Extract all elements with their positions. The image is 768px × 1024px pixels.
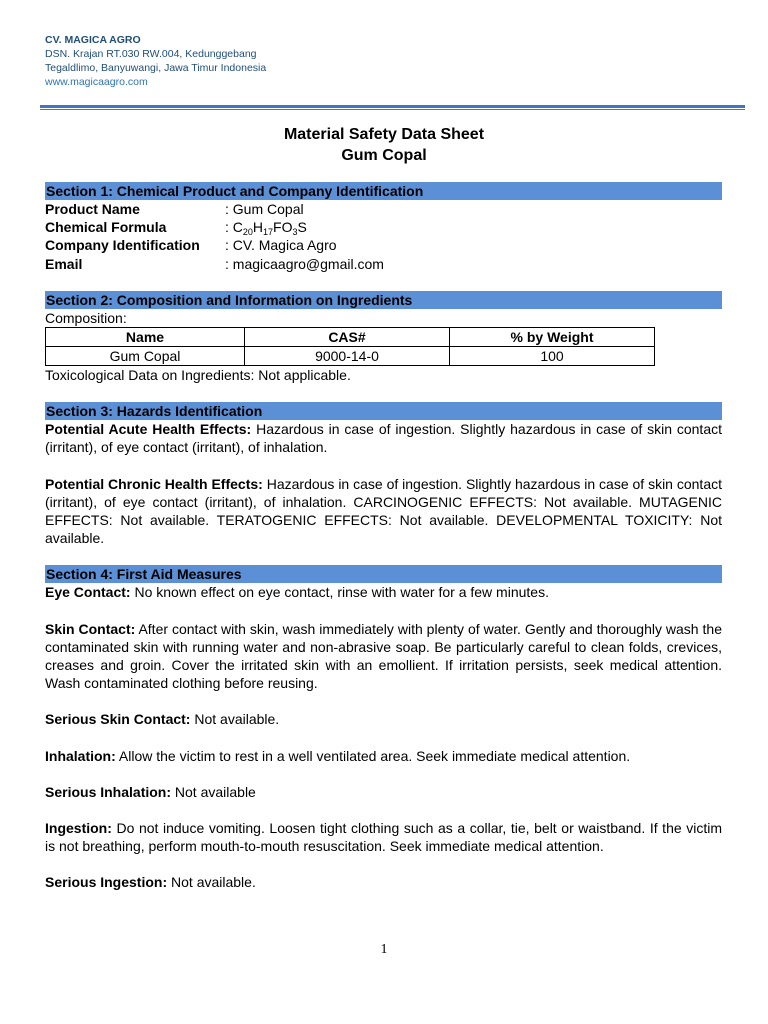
product-name-row [45,200,722,218]
address-line-2: Tegaldlimo, Banyuwangi, Jawa Timur Indonesia [45,62,267,74]
address-line-1: DSN. Krajan RT.030 RW.004, Kedunggebang [45,48,257,60]
website-link[interactable]: www.magicaagro.com [45,76,148,88]
email-value: : magicaagro@gmail.com [225,255,384,272]
header-rule-thin [40,109,745,110]
company-id-row [45,236,722,254]
composition-table [45,327,655,366]
section-2-heading: Section 2: Composition and Information on Ingredients [45,291,722,309]
inhalation-text: Allow the victim to rest in a well ventilated area. Seek immediate medical attention. [115,747,631,764]
chemical-formula-label: Chemical Formula [45,219,167,236]
email-label: Email [45,255,83,272]
serious-ingestion-label: Serious Ingestion: [45,874,168,891]
serious-skin-text: Not available. [190,711,280,728]
company-id-label: Company Identification [45,237,200,254]
serious-ingestion-text: Not available. [167,874,256,891]
email-row [45,255,722,273]
serious-skin-paragraph [45,710,722,728]
col-header-weight: % by Weight [450,327,655,346]
skin-contact-label: Skin Contact: [45,620,136,637]
tox-note: Toxicological Data on Ingredients: Not applicable. [45,366,351,383]
section-1-heading: Section 1: Chemical Product and Company Identification [45,182,722,200]
cell-name: Gum Copal [46,346,245,365]
chronic-effects-text: Hazardous in case of ingestion. Slightly hazardous in case of skin contact (irritant), of eye contact (irritant), of inhalation. CARCINOGENIC EFFECTS: Not available. MUTAGENIC EFFECTS: Not available. TERATOGENIC EFFECTS: Not available. DEVELOPMENTAL TOXICITY: Not available. [45,475,722,547]
product-name-label: Product Name [45,201,140,217]
header-rule-thick [40,105,745,108]
eye-contact-paragraph [45,583,722,601]
inhalation-paragraph [45,747,722,765]
serious-inhalation-paragraph [45,783,722,801]
chronic-effects-label: Potential Chronic Health Effects: [45,475,263,492]
serious-inhalation-label: Serious Inhalation: [45,783,172,800]
table-header-row [46,327,655,346]
document-body [45,182,722,892]
title-line-1: Material Safety Data Sheet [283,126,485,143]
col-header-name: Name [46,327,245,346]
company-id-value: : CV. Magica Agro [225,237,337,254]
section-3-heading: Section 3: Hazards Identification [45,402,722,420]
chemical-formula-value: : $C_{20}H_{17}FO_3S$ [225,219,307,238]
eye-contact-text: No known effect on eye contact, rinse with water for a few minutes. [130,584,549,601]
ingestion-paragraph [45,819,722,855]
eye-contact-label: Eye Contact: [45,584,131,601]
chemical-formula-row [45,218,722,236]
table-row [46,346,655,365]
skin-contact-text: After contact with skin, wash immediately with plenty of water. Gently and thoroughly wash the contaminated skin with running water and non-abrasive soap. Be particularly careful to clean folds, crevices, creases and groin. Cover the irritated skin with an emollient. If irritation persists, seek medical attention. Wash contaminated clothing before reusing. [45,620,722,692]
chronic-effects-paragraph [45,475,722,548]
cell-cas: 9000-14-0 [245,346,450,365]
skin-contact-paragraph [45,620,722,693]
page-number: 1 [380,942,388,957]
serious-inhalation-text: Not available [171,783,256,800]
acute-effects-paragraph [45,420,722,456]
ingestion-text: Do not induce vomiting. Loosen tight clothing such as a collar, tie, belt or waistband. If the victim is not breathing, perform mouth-to-mouth resuscitation. Seek immediate medical attention. [45,820,722,855]
section-4-heading: Section 4: First Aid Measures [45,565,722,583]
document-title [0,124,768,166]
company-header [45,33,266,89]
product-name-value: : Gum Copal [225,201,304,217]
acute-effects-label: Potential Acute Health Effects: [45,421,252,438]
cell-weight: 100 [450,346,655,365]
serious-ingestion-paragraph [45,873,722,891]
ingestion-label: Ingestion: [45,820,112,836]
serious-skin-label: Serious Skin Contact: [45,711,191,728]
title-line-2: Gum Copal [341,147,427,164]
col-header-cas: CAS# [245,327,450,346]
company-name: CV. MAGICA AGRO [45,34,141,46]
acute-effects-text: Hazardous in case of ingestion. Slightly hazardous in case of skin contact (irritant), of eye contact (irritant), of inhalation. [45,421,722,456]
inhalation-label: Inhalation: [45,747,116,764]
composition-label: Composition: [45,309,127,326]
